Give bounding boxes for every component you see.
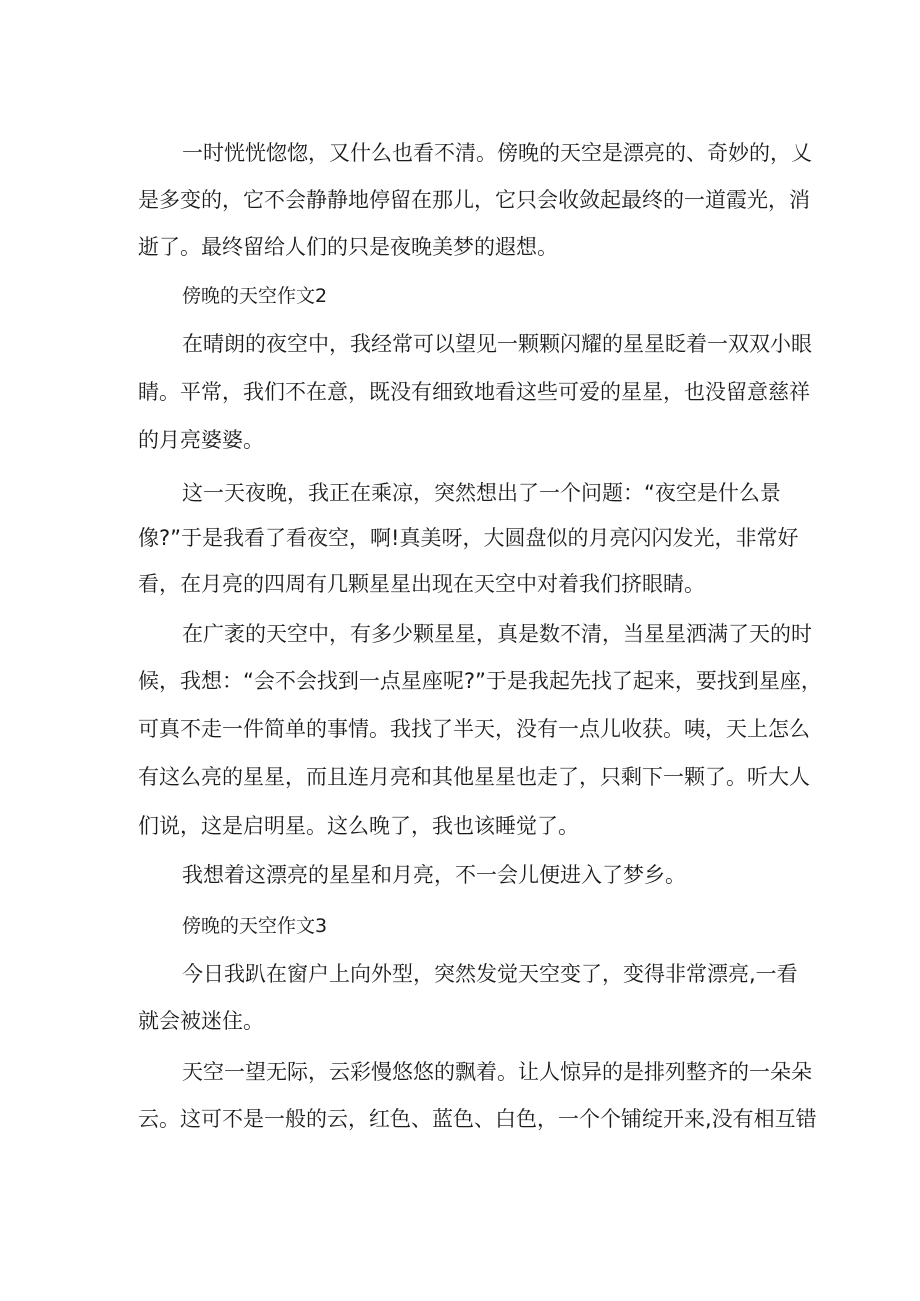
paragraph-3-line-3: 看，在月亮的四周有几颗星星出现在天空中对着我们挤眼睛。 [138,572,705,596]
paragraph-7-line-1: 天空一望无际，云彩慢悠悠的飘着。让人惊异的是排列整齐的一朵朵 [182,1060,812,1084]
section-heading-2: 傍晚的天空作文2 [182,285,328,307]
paragraph-5-line-1: 我想着这漂亮的星星和月亮，不一会儿便进入了梦乡。 [182,863,686,887]
paragraph-1-line-1: 一时恍恍惚惚，又什么也看不清。傍晚的天空是漂亮的、奇妙的，乂 [182,141,812,165]
paragraph-4-line-5: 们说，这是启明星。这么晚了，我也该睡觉了。 [138,814,579,838]
paragraph-4-line-3: 可真不走一件简单的事情。我找了半天，没有一点儿收获。咦，天上怎么 [138,717,810,741]
paragraph-4-line-4: 有这么亮的星星，而且连月亮和其他星星也走了，只剩下一颗了。听大人 [138,765,810,789]
paragraph-2-line-1: 在晴朗的夜空中，我经常可以望见一颗颗闪耀的星星眨着一双双小眼 [182,332,812,356]
paragraph-4-line-1: 在广袤的天空中，有多少颗星星，真是数不清，当星星洒满了天的时 [182,622,812,646]
paragraph-6-line-1: 今日我趴在窗户上向外型，突然发觉天空变了，变得非常漂亮,一看 [182,962,798,986]
paragraph-2-line-3: 的月亮婆婆。 [138,428,264,452]
paragraph-1-line-2: 是多变的，它不会静静地停留在那儿，它只会收敛起最终的一道霞光，消 [138,188,810,212]
paragraph-2-line-2: 睛。平常，我们不在意，既没有细致地看这些可爱的星星，也没留意慈祥 [138,380,810,404]
paragraph-3-line-1: 这一天夜晚，我正在乘凉，突然想出了一个问题：“夜空是什么景 [182,481,781,505]
paragraph-1-line-3: 逝了。最终留给人们的只是夜晚美梦的遐想。 [138,235,558,259]
paragraph-6-line-2: 就会被迷住。 [138,1009,264,1033]
section-heading-3: 傍晚的天空作文3 [182,915,328,937]
paragraph-4-line-2: 候，我想：“会不会找到一点星座呢?”于是我起先找了起来，要找到星座， [138,669,822,693]
paragraph-3-line-2: 像?”于是我看了看夜空，啊!真美呀，大圆盘似的月亮闪闪发光，非常好 [138,526,799,550]
paragraph-7-line-2: 云。这可不是一般的云，红色、蓝色、白色，一个个铺绽开来,没有相互错 [138,1107,817,1131]
